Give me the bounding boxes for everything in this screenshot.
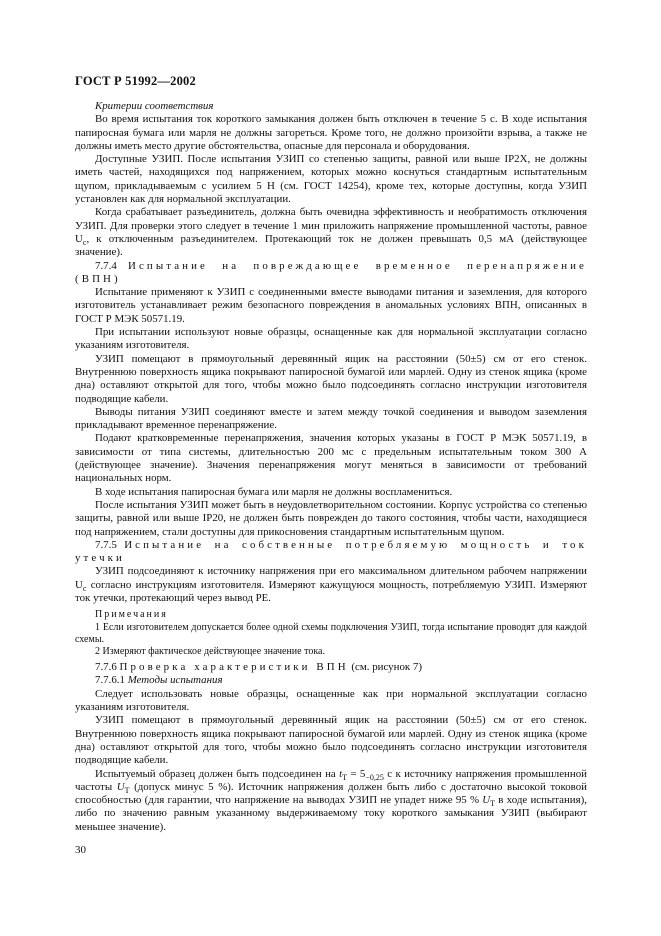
page-header: ГОСТ Р 51992—2002 [75, 74, 196, 88]
section-number: 7.7.6 [95, 661, 117, 674]
note-item: 2 Измеряют фактическое действующее значение тока. [95, 645, 325, 657]
paragraph: При испытании используют новые образцы, оснащенные как для нормальной эксплуатации согласно указаниям изготовителя. [75, 326, 587, 352]
section-title: Испытание на повреждающее временное перенапряжение (ВПН) [75, 259, 587, 285]
subsection-title: Методы испытания [127, 674, 223, 687]
section-number: 7.7.5 [95, 538, 117, 551]
notes-heading: Примечания [95, 609, 168, 621]
section-heading [75, 539, 587, 566]
section-title: Проверка характеристики ВПН [119, 661, 349, 674]
section-title: Испытание на собственные потребляемую мощность и ток утечки [75, 538, 587, 565]
page-body [75, 100, 587, 834]
paragraph: Следует использовать новые образцы, оснащенные как при нормальной эксплуатации согласно указаниям изготовителя. [75, 687, 587, 714]
section-number: 7.7.4 [95, 259, 117, 272]
section-heading [75, 661, 587, 674]
section-heading [75, 260, 587, 287]
paragraph: Доступные УЗИП. После испытания УЗИП со степенью защиты, равной или выше IP2X, не должны иметь частей, находящихся под напряжением, которых можно коснуться стандартным испытательным щупом, прикладываемым с усилием 5 Н (см. ГОСТ 14254), кроме тех, которые доступны, когда УЗИП установлен как для нормальной эксплуатации. [75, 153, 587, 206]
paragraph: УЗИП подсоединяют к источнику напряжения при его максимальном длительном рабочем напряжении $U_c$ согласно инструкциям изготовителя. Измеряют кажущуюся мощность, потребляемую УЗИП. Измеряют ток утечки, протекающий через вывод РЕ. [75, 565, 587, 604]
section-title-suffix: (см. рисунок 7) [348, 661, 422, 674]
paragraph: УЗИП помещают в прямоугольный деревянный ящик на расстоянии (50±5) см от его стенок. Внутреннюю поверхность ящика покрывают папиросной бумагой или марлей. Одну из стенок ящика (кроме дна) оставляют открытой для того, чтобы можно было подсоединять согласно инструкции изготовителя подводящие кабели. [75, 352, 587, 405]
paragraph: УЗИП помещают в прямоугольный деревянный ящик на расстоянии (50±5) см от его стенок. Внутреннюю поверхность ящика покрывают папиросной бумагой или марлей. Одну из стенок ящика (кроме дна) оставляют открытой для того, чтобы можно было подсоединять согласно инструкции изготовителя подводящие кабели. [75, 714, 587, 767]
paragraph: Испытание применяют к УЗИП с соединенными вместе выводами питания и заземления, для которого изготовитель устанавливает режим безопасного повреждения в аномальных условиях ВПН, описанных в ГОСТ Р МЭК 50571.19. [75, 286, 587, 325]
page-number: 30 [75, 844, 86, 856]
criteria-heading: Критерии соответствия [95, 100, 214, 112]
paragraph: В ходе испытания папиросная бумага или марля не должны воспламениться. [95, 485, 453, 498]
note-item: 1 Если изготовителем допускается более одной схемы подключения УЗИП, тогда испытание проводят для каждой схемы. [75, 621, 587, 645]
paragraph: Выводы питания УЗИП соединяют вместе и затем между точкой соединения и выводом заземления прикладывают временное перенапряжение. [75, 405, 587, 432]
paragraph: Подают кратковременные перенапряжения, значения которых указаны в ГОСТ Р МЭК 50571.19, в зависимости от типа системы, длительностью 200 мс с предельным испытательным током 300 А (действующее значение). Значения перенапряжения могут меняться в зависимости от требований национальных норм. [75, 432, 587, 485]
paragraph: Во время испытания ток короткого замыкания должен быть отключен в течение 5 с. В ходе испытания папиросная бумага или марля не должны загореться. Кроме того, не должно произойти взрыва, а также не должны иметь место другие обстоятельства, опасные для персонала и оборудования. [75, 113, 587, 152]
paragraph: После испытания УЗИП может быть в неудовлетворительном состоянии. Корпус устройства со степенью защиты, равной или выше IP20, не должен быть поврежден до такого состояния, чтобы части, находящиеся под напряжением, стали доступны для прикосновения стандартным испытательным щупом. [75, 498, 587, 538]
paragraph: Когда срабатывает разъединитель, должна быть очевидна эффективность и необратимость отключения УЗИП. Для проверки этого следует в течение 1 мин приложить напряжение промышленной частоты, равное $U_c$, к отключенным разъединителем. Протекающий ток не должен превышать 0,5 мА (действующее значение). [75, 206, 587, 259]
subsection-heading [75, 674, 587, 687]
paragraph: Испытуемый образец должен быть подсоединен на $t_T = 5_{-0,25}$ с к источнику напряжения промышленной частоты $U_T$ (допуск минус 5 %). Источник напряжения должен быть либо с достаточно высокой токовой способностью (для гарантии, что напряжение на выводах УЗИП не упадет ниже 95 % $U_T$ в ходе испытания), либо по значению равным указанному выдерживаемому току короткого замыкания УЗИП (выбирают меньшее значение). [75, 767, 587, 833]
subsection-number: 7.7.6.1 [95, 674, 125, 687]
